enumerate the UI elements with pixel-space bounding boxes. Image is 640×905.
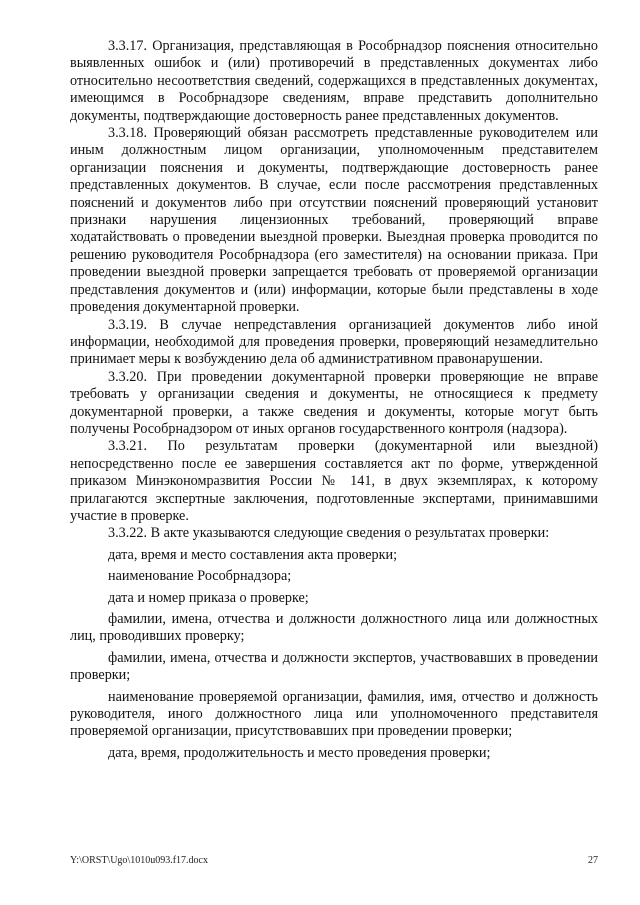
list-item-inspectors: фамилии, имена, отчества и должности должностного лица или должностных лиц, проводивших проверку; xyxy=(70,611,598,645)
document-page xyxy=(70,38,598,762)
paragraph-3-3-18: 3.3.18. Проверяющий обязан рассмотреть представленные руководителем или иным должностным лицом организации, уполномоченным представителем организации пояснения и документы, подтверждающие достоверность ранее представленных документов. В случае, если после рассмотрения представленных пояснений и документов либо при отсутствии пояснений проверяющий установит признаки нарушения лицензионных требований, проверяющий вправе ходатайствовать о проведении выездной проверки. Выездная проверка проводится по решению руководителя Рособрнадзора (его заместителя) на основании приказа. При проведении выездной проверки запрещается требовать от проверяемой организации представления документов и (или) информации, которые были представлены в ходе проведения документарной проверки. xyxy=(70,125,598,316)
page-number: 27 xyxy=(588,855,598,866)
list-item-act-date: дата, время и место составления акта проверки; xyxy=(108,546,398,563)
paragraph-3-3-21: 3.3.21. По результатам проверки (документарной или выездной) непосредственно после ее завершения составляется акт по форме, утвержденной приказом Минэкономразвития России № 141, в двух экземплярах, к которому прилагаются экспертные заключения, подготовленные экспертами, принимавшими участие в проверке. xyxy=(70,438,598,524)
list-item-inspection-time: дата, время, продолжительность и место проведения проверки; xyxy=(108,744,491,761)
footer-file-path: Y:\ORST\Ugo\1010u093.f17.docx xyxy=(70,855,208,866)
paragraph-3-3-22: 3.3.22. В акте указываются следующие сведения о результатах проверки: xyxy=(108,525,550,542)
paragraph-3-3-19: 3.3.19. В случае непредставления организацией документов либо иной информации, необходимой для проведения проверки, проверяющий незамедлительно принимает меры к возбуждению дела об административном правонарушении. xyxy=(70,316,598,368)
paragraph-3-3-20: 3.3.20. При проведении документарной проверки проверяющие не вправе требовать у организации сведения и документы, не относящиеся к предмету документарной проверки, а также сведения и документы, которые могут быть получены Рособрнадзором от иных органов государственного контроля (надзора). xyxy=(70,368,598,437)
paragraph-3-3-17: 3.3.17. Организация, представляющая в Рособрнадзор пояснения относительно выявленных ошибок и (или) противоречий в представленных документах либо относительно несоответствия сведений, содержащихся в представленных документах, имеющимся в Рособрнадзоре сведениям, вправе представить дополнительно документы, подтверждающие достоверность ранее представленных документов. xyxy=(70,38,598,124)
list-item-organization: наименование проверяемой организации, фамилия, имя, отчество и должность руководителя, иного должностного лица или уполномоченного представителя проверяемой организации, присутствовавших при проведении проверки; xyxy=(70,688,598,740)
list-item-authority-name: наименование Рособрнадзора; xyxy=(108,568,292,585)
list-item-order-number: дата и номер приказа о проверке; xyxy=(108,589,309,606)
list-item-experts: фамилии, имена, отчества и должности экспертов, участвовавших в проведении проверки; xyxy=(70,649,598,684)
